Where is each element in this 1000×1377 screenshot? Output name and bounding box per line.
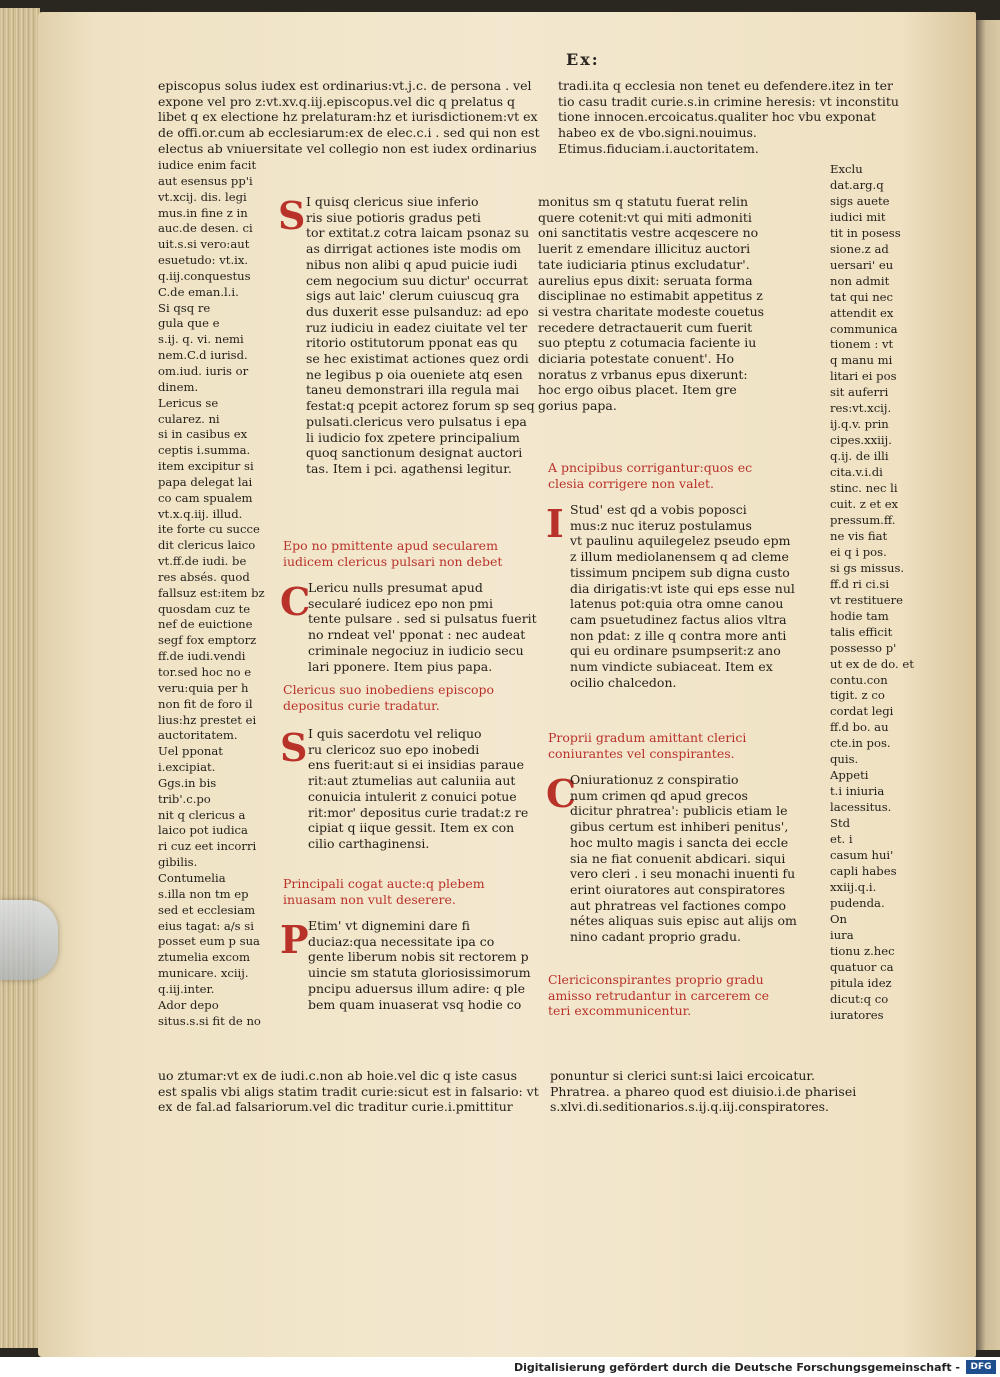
bottom-gloss-left <box>158 1068 539 1115</box>
text-line: gente liberum nobis sit rectorem p <box>308 949 529 965</box>
text-line: A pncipibus corrigantur:quos ec <box>548 460 753 475</box>
text-line: q.iij.inter. <box>158 981 215 996</box>
text-line: nétes aliquas suis episc aut alijs om <box>570 913 797 929</box>
text-line: Etimus.fiduciam.i.auctoritatem. <box>558 140 759 156</box>
text-line: ff.de iudi.vendi <box>158 649 246 664</box>
text-line: ru clericoz suo epo inobedi <box>308 741 480 757</box>
column-right-text-1 <box>538 194 764 414</box>
text-line: ij.q.v. prin <box>830 417 889 432</box>
text-line: vt paulinu aquilegelez pseudo epm <box>570 533 791 549</box>
text-line: secularé iudicez epo non pmi <box>308 595 494 611</box>
text-line: Stud' est qd a vobis poposci <box>570 502 747 517</box>
text-line: depositus curie tradatur. <box>283 697 440 713</box>
text-line: cipes.xxiij. <box>830 433 892 448</box>
text-line: dinem. <box>158 379 199 394</box>
text-line: stinc. nec li <box>830 481 898 496</box>
bottom-gloss-right <box>550 1068 856 1115</box>
text-line: dat.arg.q <box>830 177 884 192</box>
text-line: Clericus suo inobediens episcopo <box>283 682 495 697</box>
text-line: amisso retrudantur in carcerem ce <box>548 987 770 1003</box>
text-line: quis. <box>830 752 859 767</box>
text-line: si in casibus ex <box>158 427 248 442</box>
column-left-text-2 <box>308 580 537 674</box>
text-line: tissimum pncipem sub digna custo <box>570 564 790 580</box>
text-line: On <box>830 911 847 926</box>
text-line: latenus pot:quia otra omne canou <box>570 596 784 612</box>
red-rubric-4 <box>548 460 752 491</box>
text-line: se hec existimat actiones quez ordi <box>306 351 529 367</box>
text-line: mus:z nuc iteruz postulamus <box>570 517 752 533</box>
text-line: hoc multo magis i sancta dei eccle <box>570 834 789 850</box>
column-left-text-3 <box>308 726 528 852</box>
text-line: Etim' vt dignemini dare fi <box>308 918 470 933</box>
text-line: Ggs.in bis <box>158 775 217 790</box>
text-line: cordat legi <box>830 704 894 719</box>
text-line: contu.con <box>830 672 888 687</box>
text-line: iudicem clericus pulsari non debet <box>283 553 503 569</box>
text-line: ceptis i.summa. <box>158 443 251 458</box>
text-line: gibus certum est inhiberi penitus', <box>570 819 789 835</box>
text-line: bem quam inuaserat vsq hodie co <box>308 996 522 1012</box>
text-line: municare. xciij. <box>158 966 249 981</box>
text-line: eius tagat: a/s si <box>158 918 254 933</box>
text-line: ex de fal.ad falsariorum.vel dic traditur curie.i.pmittitur <box>158 1099 513 1115</box>
text-line: oni sanctitatis vestre acqescere no <box>538 225 759 241</box>
text-line: co cam spualem <box>158 490 253 505</box>
text-line: ei q i pos. <box>830 544 887 559</box>
text-line: Lericus se <box>158 395 219 410</box>
text-line: veru:quia per h <box>158 680 249 695</box>
text-line: i.excipiat. <box>158 760 216 775</box>
text-line: tigit. z co <box>830 688 885 703</box>
text-line: Contumelia <box>158 870 226 885</box>
initial-c-2: C <box>546 771 577 816</box>
text-line: item excipitur si <box>158 459 254 474</box>
text-line: expone vel pro z:vt.xv.q.iij.episcopus.vel dic q prelatus q <box>158 93 516 109</box>
book-page <box>38 12 976 1357</box>
text-line: posset eum p sua <box>158 934 260 949</box>
text-line: vero cleri . i seu monachi inuenti fu <box>570 866 796 882</box>
text-line: Si qsq re <box>158 300 211 315</box>
text-line: auc.de desen. ci <box>158 221 253 236</box>
text-line: pncipu aduersus illum adire: q ple <box>308 980 526 996</box>
text-line: criminale negociuz in iudicio secu <box>308 642 524 658</box>
text-line: noratus z vrbanus epus dixerunt: <box>538 366 748 382</box>
text-line: gibilis. <box>158 855 198 870</box>
text-line: C.de eman.l.i. <box>158 284 239 299</box>
text-line: libet q ex electione hz prelaturam:hz et iurisdictionem:vt ex <box>158 109 538 125</box>
text-line: quatuor ca <box>830 959 894 974</box>
text-line: non pdat: z ille q contra more anti <box>570 627 787 643</box>
text-line: lacessitus. <box>830 800 892 815</box>
text-line: papa delegat lai <box>158 474 253 489</box>
text-line: conuicia intulerit z conuici potue <box>308 788 517 804</box>
text-line: q manu mi <box>830 353 893 368</box>
text-line: nibus non alibi q apud puicie iudi <box>306 256 518 272</box>
red-rubric-3 <box>283 876 485 907</box>
text-line: erint oiuratores aut conspiratores <box>570 881 785 897</box>
text-line: cita.v.i.di <box>830 465 883 480</box>
text-line: non admit <box>830 273 890 288</box>
text-line: hoc ergo oibus placet. Item gre <box>538 382 737 398</box>
text-line: tat qui nec <box>830 289 894 304</box>
text-line: non fit de foro il <box>158 696 253 711</box>
page-clip <box>0 900 58 980</box>
text-line: pulsati.clericus vero pulsatus i epa <box>306 413 527 429</box>
text-line: monitus sm q statutu fuerat relin <box>538 194 749 209</box>
text-line: electus ab vniuersitate vel collegio non est iudex ordinarius <box>158 140 537 156</box>
text-line: vt restituere <box>830 592 904 607</box>
text-line: res:vt.xcij. <box>830 401 892 416</box>
text-line: tit in posess <box>830 225 901 240</box>
text-line: res absés. quod <box>158 569 250 584</box>
text-line: pressum.ff. <box>830 512 896 527</box>
text-line: tas. Item i pci. agathensi legitur. <box>306 460 512 476</box>
text-line: s.xlvi.di.seditionarios.s.ij.q.iij.conspiratores. <box>550 1099 829 1115</box>
text-line: gula que e <box>158 316 220 331</box>
text-line: segf fox emptorz <box>158 633 257 648</box>
text-line: sit auferri <box>830 385 889 400</box>
text-line: cularez. ni <box>158 411 220 426</box>
text-line: s.illa non tm ep <box>158 886 249 901</box>
text-line: lari pponere. Item pius papa. <box>308 658 493 674</box>
text-line: ff.d ri ci.si <box>830 576 890 591</box>
text-line: li iudicio fox zpetere principalium <box>306 429 520 445</box>
dfg-logo: DFG <box>966 1360 996 1374</box>
text-line: suo pteptu z cotumacia faciente iu <box>538 335 757 351</box>
funding-credit: Digitalisierung gefördert durch die Deutsche Forschungsgemeinschaft - <box>513 1361 960 1374</box>
text-line: ruz iudiciu in eadez ciuitate vel ter <box>306 319 528 335</box>
text-line: situs.s.si fit de no <box>158 1013 261 1028</box>
text-line: fallsuz est:item bz <box>158 585 265 600</box>
text-line: sigs aut laic' clerum cuiuscuq gra <box>306 288 520 304</box>
text-line: tione innocen.ercoicatus.qualiter hoc vbu exponat <box>558 109 876 125</box>
text-line: Exclu <box>830 162 863 176</box>
text-line: uersari' eu <box>830 257 894 272</box>
text-line: nem.C.d iurisd. <box>158 348 248 363</box>
text-line: casum hui' <box>830 847 894 862</box>
text-line: clesia corrigere non valet. <box>548 475 714 491</box>
text-line: festat:q pcepit actorez forum sp seq <box>306 398 535 414</box>
text-line: dicut:q co <box>830 991 889 1006</box>
top-gloss-left <box>158 78 540 157</box>
text-line: lius:hz prestet ei <box>158 712 257 727</box>
text-line: ne legibus p oia oueniete atq esen <box>306 366 523 382</box>
text-line: cem negocium suu dictur' occurrat <box>306 272 529 288</box>
text-line: vt.x.q.iij. illud. <box>158 506 243 521</box>
text-line: tente pulsare . sed si pulsatus fuerit <box>308 611 537 627</box>
initial-s: S <box>278 193 306 238</box>
text-line: hodie tam <box>830 608 889 623</box>
column-right-text-3 <box>570 772 797 945</box>
text-line: inuasam non vult deserere. <box>283 891 456 907</box>
text-line: Std <box>830 816 851 831</box>
initial-s-2: S <box>280 725 308 770</box>
text-line: nit q clericus a <box>158 807 246 822</box>
text-line: s.ij. q. vi. nemi <box>158 332 244 347</box>
text-line: dia dirigatis:vt iste qui eps esse nul <box>570 580 795 596</box>
top-gloss-right <box>558 78 899 157</box>
text-line: disciplinae no estimabit appetitus z <box>538 288 763 304</box>
text-line: Uel pponat <box>158 744 223 759</box>
text-line: uincie sm statuta gloriosissimorum <box>308 965 531 981</box>
text-line: iuratores <box>830 1007 884 1022</box>
left-margin-gloss <box>158 158 265 1029</box>
text-line: possesso p' <box>830 640 897 655</box>
text-line: uit.s.si vero:aut <box>158 237 250 252</box>
text-line: cte.in pos. <box>830 736 891 751</box>
text-line: qui eu ordinare psumpserit:z ano <box>570 643 781 659</box>
text-line: q.iij.conquestus <box>158 268 251 283</box>
text-line: tio casu tradit curie.s.in crimine heresis: vt inconstitu <box>558 93 899 109</box>
text-line: aut esensus pp'i <box>158 173 253 188</box>
text-line: cam psuetudinez factus alios vltra <box>570 611 787 627</box>
text-line: tor extitat.z cotra laicam psonaz su <box>306 225 530 241</box>
text-line: vt.xcij. dis. legi <box>158 189 247 204</box>
text-line: tor.sed hoc no e <box>158 665 252 679</box>
text-line: taneu demonstrari illa regula mai <box>306 382 520 398</box>
text-line: Appeti <box>830 768 869 783</box>
right-margin-gloss <box>830 162 914 1023</box>
text-line: ri cuz eet incorri <box>158 839 257 854</box>
text-line: Oniurationuz z conspiratio <box>570 772 739 787</box>
text-line: tionem : vt <box>830 337 894 352</box>
text-line: ztumelia excom <box>158 950 250 965</box>
text-line: gorius papa. <box>538 398 617 414</box>
text-line: sione.z ad <box>830 241 889 256</box>
text-line: Phratrea. a phareo quod est diuisio.i.de pharisei <box>550 1083 857 1099</box>
text-line: mus.in fine z in <box>158 205 248 220</box>
initial-p: P <box>280 917 309 962</box>
text-line: I quisq clericus siue inferio <box>306 194 479 209</box>
text-line: nef de euictione <box>158 617 253 632</box>
text-line: esuetudo: vt.ix. <box>158 253 249 268</box>
text-line: de offi.or.cum ab ecclesiarum:ex de elec.c.i . sed qui non est <box>158 125 540 141</box>
text-line: ut ex de do. et <box>830 656 914 671</box>
text-line: ris siue potioris gradus peti <box>306 209 481 225</box>
red-rubric-2 <box>283 682 494 713</box>
text-line: si vestra charitate modeste couetus <box>538 303 765 319</box>
red-rubric-5 <box>548 730 746 761</box>
text-line: aurelius epus dixit: seruata forma <box>538 272 753 288</box>
page-edges <box>0 8 40 1348</box>
text-line: sia ne fiat conuenit abdicari. siqui <box>570 850 786 866</box>
text-line: sigs auete <box>830 193 890 208</box>
text-line: vt.ff.de iudi. be <box>158 554 247 569</box>
text-line: xxiij.q.i. <box>830 879 877 894</box>
text-line: trib'.c.po <box>158 791 211 806</box>
initial-c: C <box>280 579 311 624</box>
text-line: dicitur phratrea': publicis etiam le <box>570 803 788 819</box>
text-line: est spalis vbi aligs statim tradit curie:sicut est in falsario: vt <box>158 1083 539 1099</box>
text-line: attendit ex <box>830 305 894 320</box>
text-line: num vindicte subiaceat. Item ex <box>570 659 773 675</box>
text-line: litari ei pos <box>830 369 897 384</box>
text-line: no rndeat vel' pponat : nec audeat <box>308 627 526 643</box>
text-line: Principali cogat aucte:q plebem <box>283 876 485 891</box>
text-line: habeo ex de vbo.signi.nouimus. <box>558 125 757 141</box>
text-line: Epo no pmittente apud secularem <box>283 538 498 553</box>
text-line: ocilio chalcedon. <box>570 674 677 690</box>
text-line: rit:mor' depositus curie tradat:z re <box>308 804 529 820</box>
column-left-text-4 <box>308 918 531 1012</box>
text-line: as dirrigat actiones iste modis om <box>306 241 522 257</box>
footer-bar <box>0 1357 1000 1377</box>
text-line: coniurantes vel conspirantes. <box>548 745 735 761</box>
text-line: Ador depo <box>158 997 219 1012</box>
initial-i: I <box>546 501 564 546</box>
text-line: Lericu nulls presumat apud <box>308 580 483 595</box>
text-line: quosdam cuz te <box>158 601 251 616</box>
text-line: recedere detractauerit cum fuerit <box>538 319 753 335</box>
text-line: ite forte cu succe <box>158 522 260 537</box>
text-line: luerit z emendare illicituz auctori <box>538 241 751 257</box>
text-line: communica <box>830 321 898 336</box>
text-line: sed et ecclesiam <box>158 902 256 917</box>
text-line: si gs missus. <box>830 560 905 575</box>
text-line: om.iud. iuris or <box>158 363 249 378</box>
text-line: num crimen qd apud grecos <box>570 787 748 803</box>
text-line: pitula idez <box>830 975 892 990</box>
text-line: cuit. z et ex <box>830 497 899 512</box>
text-line: laico pot iudica <box>158 823 248 838</box>
text-line: rit:aut ztumelias aut caluniia aut <box>308 773 516 789</box>
text-line: episcopus solus iudex est ordinarius:vt.j.c. de persona . vel <box>158 78 532 93</box>
text-line: duciaz:qua necessitate ipa co <box>308 933 495 949</box>
text-line: tate iudiciaria ptinus excludatur'. <box>538 256 750 272</box>
column-right-text-2 <box>570 502 795 690</box>
text-line: Proprii gradum amittant clerici <box>548 730 747 745</box>
text-line: quoq sanctionum designat auctori <box>306 445 523 461</box>
text-line: ponuntur si clerici sunt:si laici ercoicatur. <box>550 1068 815 1083</box>
text-line: iura <box>830 927 854 942</box>
text-line: nino cadant proprio gradu. <box>570 929 741 945</box>
text-line: et. i <box>830 832 853 847</box>
text-line: iudice enim facit <box>158 158 257 172</box>
text-line: cipiat q iique gessit. Item ex con <box>308 820 515 836</box>
text-line: pudenda. <box>830 895 885 910</box>
text-line: auctoritatem. <box>158 728 238 743</box>
red-rubric-1 <box>283 538 502 569</box>
text-line: ritorio ostitutorum pponat eas qu <box>306 335 518 351</box>
text-line: dit clericus laico <box>158 538 256 553</box>
text-line: quere cotenit:vt qui miti admoniti <box>538 209 752 225</box>
text-line: iudici mit <box>830 209 886 224</box>
red-rubric-6 <box>548 972 769 1019</box>
text-line: diciaria potestate conuent'. Ho <box>538 351 734 367</box>
text-line: I quis sacerdotu vel reliquo <box>308 726 482 741</box>
text-line: q.ij. de illi <box>830 449 889 464</box>
facing-page-edge <box>976 20 1000 1350</box>
text-line: talis efficit <box>830 624 893 639</box>
text-line: aut phratreas vel factiones compo <box>570 897 787 913</box>
column-left-text-1 <box>306 194 535 477</box>
text-line: tradi.ita q ecclesia non tenet eu defendere.itez in ter <box>558 78 893 93</box>
text-line: uo ztumar:vt ex de iudi.c.non ab hoie.vel dic q iste casus <box>158 1068 518 1083</box>
text-line: capli habes <box>830 863 897 878</box>
text-line: cilio carthaginensi. <box>308 835 430 851</box>
text-line: teri excommunicentur. <box>548 1003 692 1019</box>
text-line: ne vis fiat <box>830 528 888 543</box>
text-line: Clericiconspirantes proprio gradu <box>548 972 764 987</box>
text-line: ens fuerit:aut si ei insidias paraue <box>308 757 525 773</box>
text-line: tionu z.hec <box>830 943 895 958</box>
text-line: z illum mediolanensem q ad cleme <box>570 549 789 565</box>
text-line: dus duxerit esse pulsanduz: ad epo <box>306 303 529 319</box>
text-line: t.i iniuria <box>830 784 885 799</box>
folio-number: Ex: <box>566 50 600 69</box>
text-line: ff.d bo. au <box>830 720 889 735</box>
